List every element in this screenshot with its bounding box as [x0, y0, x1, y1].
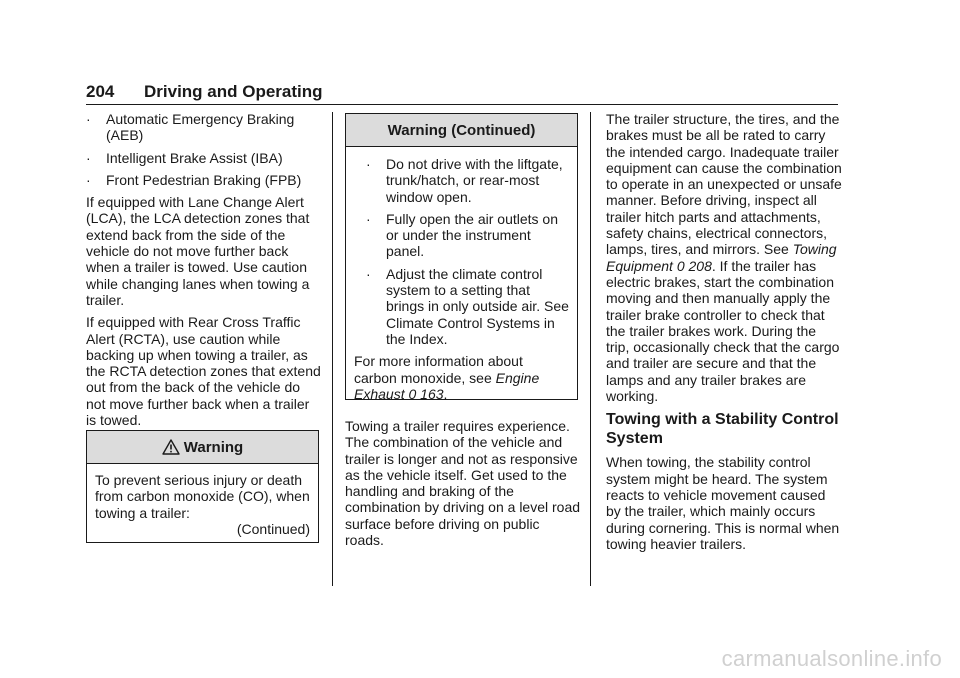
- column-divider-1: [332, 112, 333, 586]
- page-reference: 0 208: [676, 257, 712, 274]
- warning-body: To prevent serious injury or death from carbon monoxide (CO), when towing a trailer: (Continued): [95, 472, 310, 537]
- rcta-paragraph: If equipped with Rear Cross Traffic Alert (RCTA), use caution while backing up when towing a trailer, as the RCTA detection zones that extend out from the back of the vehicle do not move further back when a trailer is towed.: [86, 314, 321, 429]
- stability-control-heading: Towing with a Stability Control System: [606, 411, 839, 448]
- trailer-structure-paragraph: The trailer structure, the tires, and the brakes must be all be rated to carry the intended cargo. Inadequate trailer equipment can cause the combination to operate in an unexpected or unsafe manner. Before driving, inspect all trailer hitch parts and attachments, safety chains, electrical connectors, lamps, tires, and mirrors. See Towing Equipment 0 208. If the trailer has electric brakes, start the combination moving and then manually apply the trailer brake controller to check that the trailer brakes work. During the trip, occasionally check that the cargo and trailer are secure and that the lamps and any trailer brakes are working.: [606, 111, 842, 405]
- column-1: [86, 111, 322, 434]
- lca-paragraph: If equipped with Lane Change Alert (LCA), the LCA detection zones that extend back from the side of the vehicle do not move further back when a trailer is towed. Use caution while changing lanes when towing a trailer.: [86, 194, 310, 308]
- warning-continued-box: [345, 113, 578, 400]
- towing-equipment-link[interactable]: Towing Equipment: [606, 241, 837, 274]
- engine-exhaust-link[interactable]: Engine Exhaust: [354, 369, 540, 402]
- page-reference: 0 163: [408, 385, 444, 402]
- list-item: · Intelligent Brake Assist (IBA): [86, 149, 283, 166]
- warning-triangle-icon: [162, 439, 180, 455]
- towing-experience-paragraph: Towing a trailer requires experience. The combination of the vehicle and trailer is longer and not as responsive as the vehicle itself. Get used to the handling and braking of the combination by driving on a level road surface before driving on public roads.: [345, 418, 581, 549]
- column-3: [606, 111, 842, 558]
- page-number: 204: [86, 82, 115, 101]
- warning-continued-title-bar: [346, 114, 577, 147]
- warning-continued-title: Warning (Continued): [387, 121, 536, 139]
- list-item: · Adjust the climate control system to a setting that brings in only outside air. See Climate Control Systems in the Index.: [366, 265, 569, 347]
- section-title: Driving and Operating: [144, 82, 323, 101]
- warning-continued-body: [346, 147, 577, 408]
- more-info-text: For more information about carbon monoxide, see Engine Exhaust 0 163.: [354, 353, 540, 402]
- page-header: [86, 82, 838, 105]
- stability-control-paragraph: When towing, the stability control system might be heard. The system reacts to vehicle movement caused by the trailer, which mainly occurs during cornering. This is normal when towing heavier trailers.: [606, 454, 840, 552]
- continued-label: (Continued): [236, 520, 310, 537]
- warning-box: [86, 430, 319, 543]
- column-divider-2: [590, 112, 591, 586]
- column-2-text: [345, 418, 581, 554]
- footer-watermark: carmanualsonline.info: [721, 646, 942, 671]
- warning-title: Warning: [183, 438, 244, 456]
- list-item: · Front Pedestrian Braking (FPB): [86, 171, 302, 188]
- warning-title-bar: [87, 431, 318, 464]
- list-item: · Fully open the air outlets on or under the instrument panel.: [366, 210, 558, 260]
- list-item: · Do not drive with the liftgate, trunk/hatch, or rear-most window open.: [366, 156, 563, 205]
- list-item: · Automatic Emergency Braking (AEB): [86, 111, 295, 144]
